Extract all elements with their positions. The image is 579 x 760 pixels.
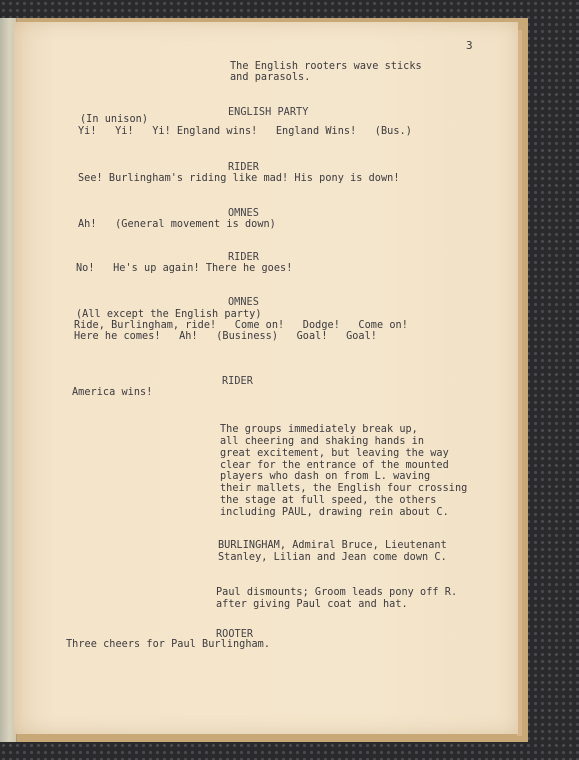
stage-direction: the stage at full speed, the others	[220, 495, 437, 506]
speaker-name: ROOTER	[216, 629, 254, 640]
dialogue-line: Ah! (General movement is down)	[78, 219, 276, 230]
dialogue-line: Three cheers for Paul Burlingham.	[66, 639, 271, 650]
dialogue-line: Ride, Burlingham, ride! Come on! Dodge! Come on!	[74, 320, 408, 331]
stage-direction: BURLINGHAM, Admiral Bruce, Lieutenant	[218, 540, 447, 551]
parenthetical: (In unison)	[80, 114, 149, 125]
stage-direction: their mallets, the English four crossing	[220, 483, 468, 494]
stage-direction: and parasols.	[230, 72, 311, 83]
script-page	[14, 22, 518, 734]
stage-direction: Stanley, Lilian and Jean come down C.	[218, 552, 447, 563]
parenthetical: (All except the English party)	[76, 309, 262, 320]
stage-direction: great excitement, but leaving the way	[220, 448, 449, 459]
dialogue-line: America wins!	[72, 387, 153, 398]
stage-direction: clear for the entrance of the mounted	[220, 460, 449, 471]
dialogue-line: No! He's up again! There he goes!	[76, 263, 293, 274]
speaker-name: RIDER	[222, 376, 253, 387]
stage-direction: after giving Paul coat and hat.	[216, 599, 408, 610]
dialogue-line: See! Burlingham's riding like mad! His pony is down!	[78, 173, 400, 184]
speaker-name: RIDER	[228, 252, 259, 263]
stage-direction: all cheering and shaking hands in	[220, 436, 425, 447]
page-number: 3	[466, 39, 473, 52]
speaker-name: RIDER	[228, 162, 259, 173]
stage-direction: The English rooters wave sticks	[230, 61, 422, 72]
stage-direction: The groups immediately break up,	[220, 424, 418, 435]
stage-direction: players who dash on from L. waving	[220, 471, 431, 482]
speaker-name: OMNES	[228, 208, 259, 219]
speaker-name: ENGLISH PARTY	[228, 107, 309, 118]
stage-direction: including PAUL, drawing rein about C.	[220, 507, 449, 518]
stage-direction: Paul dismounts; Groom leads pony off R.	[216, 587, 458, 598]
dialogue-line: Here he comes! Ah! (Business) Goal! Goal!	[74, 331, 377, 342]
dialogue-line: Yi! Yi! Yi! England wins! England Wins! (Bus.)	[78, 126, 412, 137]
speaker-name: OMNES	[228, 297, 259, 308]
